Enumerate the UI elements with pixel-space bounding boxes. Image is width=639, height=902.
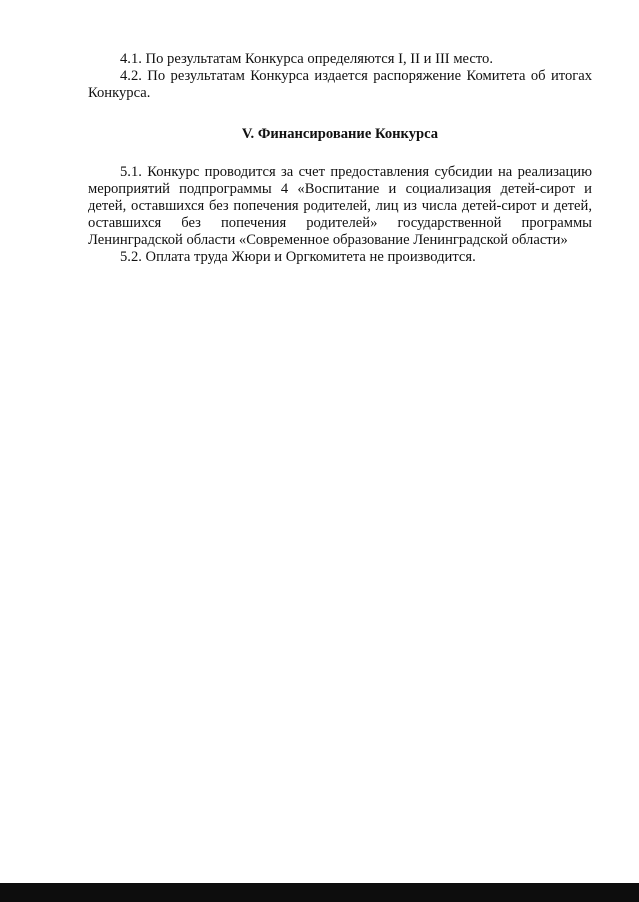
paragraph-4-2: 4.2. По результатам Конкурса издается распоряжение Комитета об итогах Конкурса. [88, 68, 592, 101]
scan-edge-bar [0, 883, 639, 902]
section-heading: V. Финансирование Конкурса [241, 126, 439, 142]
document-body [88, 51, 592, 266]
paragraph-5-2: 5.2. Оплата труда Жюри и Оргкомитета не производится. [120, 249, 476, 265]
paragraph-5-1: 5.1. Конкурс проводится за счет предоставления субсидии на реализацию мероприятий подпрограммы 4 «Воспитание и социализация детей-сирот и детей, оставшихся без попечения родителей, лиц из числа детей-сирот и детей, оставшихся без попечения родителей» государственной программы Ленинградской области «Современное образование Ленинградской области» [88, 164, 592, 248]
paragraph-4-1: 4.1. По результатам Конкурса определяются I, II и III место. [120, 51, 494, 67]
